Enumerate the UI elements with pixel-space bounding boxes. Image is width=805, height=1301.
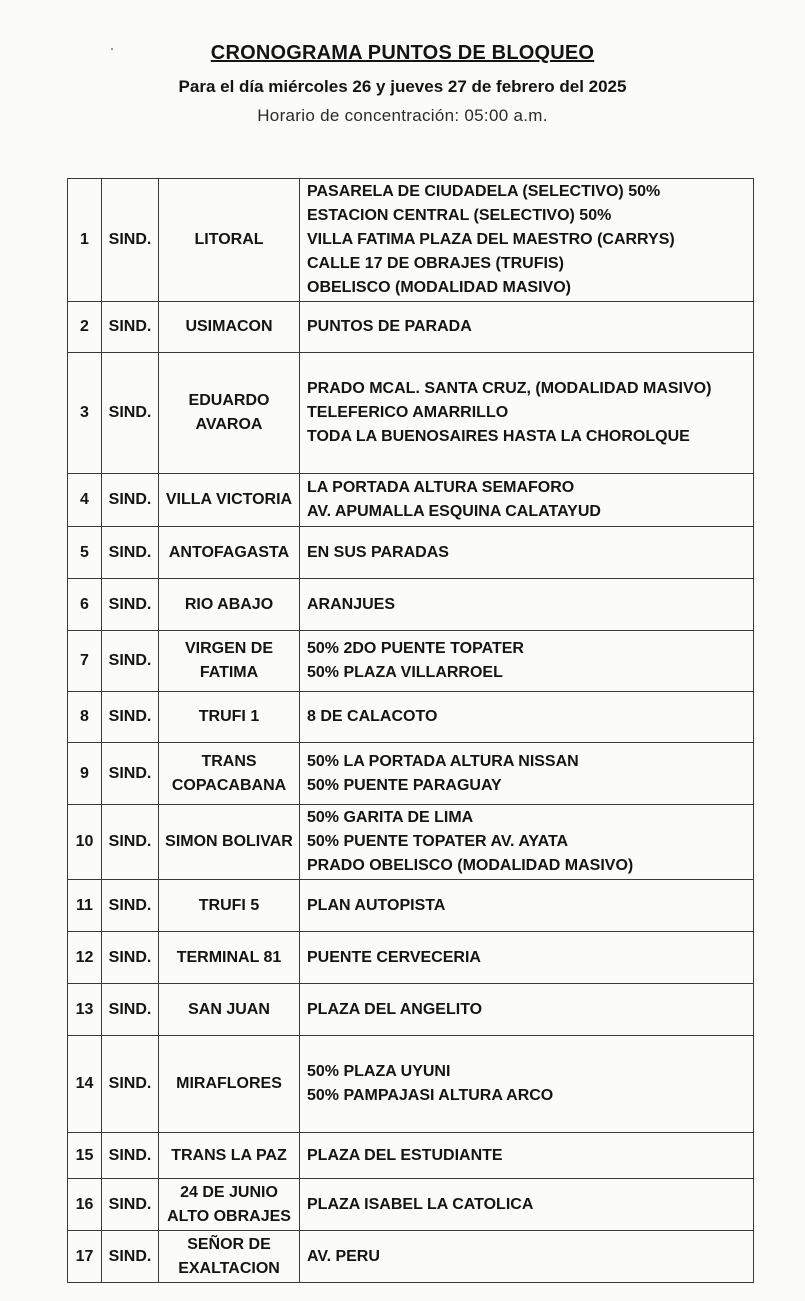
table-row xyxy=(68,353,754,474)
row-number: 11 xyxy=(68,880,102,932)
union-name: SIMON BOLIVAR xyxy=(159,805,300,880)
union-prefix: SIND. xyxy=(102,1036,159,1133)
union-name: TERMINAL 81 xyxy=(159,932,300,984)
blockade-locations xyxy=(300,692,754,743)
blockade-locations xyxy=(300,932,754,984)
union-name: TRANS LA PAZ xyxy=(159,1133,300,1179)
blockade-locations xyxy=(300,527,754,579)
blockade-locations xyxy=(300,880,754,932)
location-line: 50% PLAZA VILLARROEL xyxy=(307,664,503,681)
union-name: ANTOFAGASTA xyxy=(159,527,300,579)
location-line: PLAZA DEL ESTUDIANTE xyxy=(307,1146,503,1164)
location-line: 50% GARITA DE LIMA xyxy=(307,809,474,826)
union-name: RIO ABAJO xyxy=(159,579,300,631)
location-line: PRADO OBELISCO (MODALIDAD MASIVO) xyxy=(307,857,634,874)
row-number: 1 xyxy=(68,179,102,302)
union-prefix: SIND. xyxy=(102,984,159,1036)
union-prefix: SIND. xyxy=(102,1231,159,1283)
location-line: PUNTOS DE PARADA xyxy=(307,318,472,335)
location-line: CALLE 17 DE OBRAJES (TRUFIS) xyxy=(307,255,564,272)
table-row xyxy=(68,932,754,984)
blockade-locations xyxy=(300,1231,754,1283)
location-line: 8 DE CALACOTO xyxy=(307,708,438,725)
row-number: 6 xyxy=(68,579,102,631)
union-name: 24 DE JUNIO ALTO OBRAJES xyxy=(159,1179,300,1231)
location-line: 50% PUENTE PARAGUAY xyxy=(307,776,502,794)
location-line: ARANJUES xyxy=(307,595,396,613)
blockade-locations xyxy=(300,984,754,1036)
location-line: TODA LA BUENOSAIRES HASTA LA CHOROLQUE xyxy=(307,428,690,445)
union-name: TRUFI 5 xyxy=(159,880,300,932)
union-name: LITORAL xyxy=(159,179,300,302)
location-line: 50% 2DO PUENTE TOPATER xyxy=(307,640,524,657)
union-prefix: SIND. xyxy=(102,692,159,743)
union-prefix: SIND. xyxy=(102,743,159,805)
blockade-locations xyxy=(300,179,754,302)
location-line: 50% PUENTE TOPATER AV. AYATA xyxy=(307,833,569,850)
location-line: PASARELA DE CIUDADELA (SELECTIVO) 50% xyxy=(307,183,661,200)
row-number: 17 xyxy=(68,1231,102,1283)
location-line: PLAN AUTOPISTA xyxy=(307,896,446,914)
location-line: EN SUS PARADAS xyxy=(307,543,449,561)
location-line: PLAZA ISABEL LA CATOLICA xyxy=(307,1195,534,1213)
location-line: PRADO MCAL. SANTA CRUZ, (MODALIDAD MASIVO) xyxy=(307,380,712,397)
table-row xyxy=(68,474,754,527)
row-number: 13 xyxy=(68,984,102,1036)
table-row xyxy=(68,743,754,805)
date-subtitle: Para el día miércoles 26 y jueves 27 de febrero del 2025 xyxy=(178,77,627,96)
union-name: SAN JUAN xyxy=(159,984,300,1036)
location-line: TELEFERICO AMARRILLO xyxy=(307,404,509,421)
union-prefix: SIND. xyxy=(102,880,159,932)
row-number: 14 xyxy=(68,1036,102,1133)
row-number: 5 xyxy=(68,527,102,579)
location-line: 50% PAMPAJASI ALTURA ARCO xyxy=(307,1087,554,1104)
union-name: VILLA VICTORIA xyxy=(159,474,300,527)
union-name: MIRAFLORES xyxy=(159,1036,300,1133)
location-line: PUENTE CERVECERIA xyxy=(307,948,481,966)
union-prefix: SIND. xyxy=(102,527,159,579)
schedule-text: Horario de concentración: 05:00 a.m. xyxy=(257,106,548,125)
location-line: 50% LA PORTADA ALTURA NISSAN xyxy=(307,752,579,770)
location-line: 50% PLAZA UYUNI xyxy=(307,1063,451,1080)
row-number: 4 xyxy=(68,474,102,527)
blockade-locations xyxy=(300,1179,754,1231)
row-number: 16 xyxy=(68,1179,102,1231)
union-prefix: SIND. xyxy=(102,631,159,692)
row-number: 12 xyxy=(68,932,102,984)
table-row xyxy=(68,302,754,353)
union-prefix: SIND. xyxy=(102,353,159,474)
table-body xyxy=(68,179,754,1283)
union-prefix: SIND. xyxy=(102,1179,159,1231)
union-prefix: SIND. xyxy=(102,1133,159,1179)
blockade-schedule-table xyxy=(67,178,754,1283)
union-name: TRUFI 1 xyxy=(159,692,300,743)
union-prefix: SIND. xyxy=(102,302,159,353)
table-row xyxy=(68,1133,754,1179)
blockade-locations xyxy=(300,579,754,631)
table-row xyxy=(68,1179,754,1231)
table-row xyxy=(68,527,754,579)
union-name: TRANS COPACABANA xyxy=(159,743,300,805)
blockade-locations xyxy=(300,1133,754,1179)
blockade-locations xyxy=(300,743,754,805)
location-line: VILLA FATIMA PLAZA DEL MAESTRO (CARRYS) xyxy=(307,231,675,248)
blockade-locations xyxy=(300,474,754,527)
location-line: ESTACION CENTRAL (SELECTIVO) 50% xyxy=(307,207,612,224)
union-prefix: SIND. xyxy=(102,579,159,631)
union-name: SEÑOR DE EXALTACION xyxy=(159,1231,300,1283)
row-number: 8 xyxy=(68,692,102,743)
page-title: CRONOGRAMA PUNTOS DE BLOQUEO xyxy=(210,42,595,64)
table-row xyxy=(68,1036,754,1133)
row-number: 3 xyxy=(68,353,102,474)
location-line: LA PORTADA ALTURA SEMAFORO xyxy=(307,479,575,496)
blockade-locations xyxy=(300,631,754,692)
union-name: EDUARDO AVAROA xyxy=(159,353,300,474)
table-row xyxy=(68,805,754,880)
blockade-locations xyxy=(300,302,754,353)
union-prefix: SIND. xyxy=(102,474,159,527)
row-number: 7 xyxy=(68,631,102,692)
union-prefix: SIND. xyxy=(102,179,159,302)
table-row xyxy=(68,631,754,692)
location-line: PLAZA DEL ANGELITO xyxy=(307,1000,483,1018)
table-row xyxy=(68,880,754,932)
location-line: OBELISCO (MODALIDAD MASIVO) xyxy=(307,279,571,296)
union-prefix: SIND. xyxy=(102,805,159,880)
blockade-locations xyxy=(300,805,754,880)
blockade-locations xyxy=(300,353,754,474)
row-number: 15 xyxy=(68,1133,102,1179)
location-line: AV. PERU xyxy=(307,1247,380,1265)
union-name: USIMACON xyxy=(159,302,300,353)
table-row xyxy=(68,692,754,743)
union-prefix: SIND. xyxy=(102,932,159,984)
row-number: 9 xyxy=(68,743,102,805)
blockade-locations xyxy=(300,1036,754,1133)
union-name: VIRGEN DE FATIMA xyxy=(159,631,300,692)
table-row xyxy=(68,179,754,302)
table-row xyxy=(68,984,754,1036)
table-row xyxy=(68,1231,754,1283)
row-number: 2 xyxy=(68,302,102,353)
location-line: AV. APUMALLA ESQUINA CALATAYUD xyxy=(307,503,601,520)
row-number: 10 xyxy=(68,805,102,880)
table-row xyxy=(68,579,754,631)
